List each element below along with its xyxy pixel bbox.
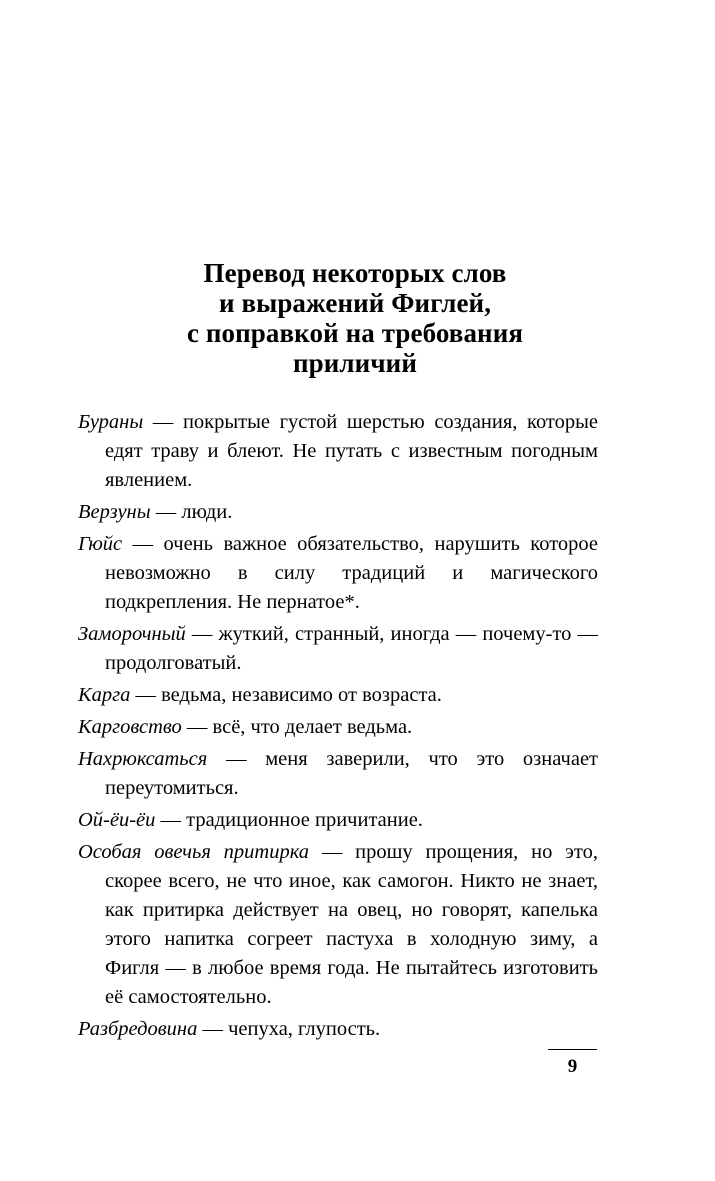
page-number: 9 bbox=[567, 1056, 578, 1077]
glossary-list bbox=[78, 408, 598, 1047]
glossary-definition: — прошу прощения, но это, скорее всего, не что иное, как самогон. Никто не знает, как притирка действует на овец, но говорят, капелька этого напитка согреет пастуха в холодную зиму, а Фигля — в любое время года. Не пытайтесь изготовить её самостоятельно. bbox=[105, 841, 598, 1008]
glossary-term: Особая овечья притирка bbox=[78, 841, 310, 863]
title-line: Перевод некоторых слов bbox=[203, 258, 507, 288]
glossary-term: Карга bbox=[78, 684, 131, 706]
glossary-term: Ой-ёи-ёи bbox=[78, 809, 156, 831]
glossary-term: Верзуны bbox=[78, 501, 151, 523]
glossary-entry bbox=[78, 713, 598, 742]
glossary-definition: — очень важное обязательство, нарушить которое невозможно в силу традиций и магического подкрепления. Не пернатое*. bbox=[105, 533, 598, 613]
glossary-term: Карговство bbox=[78, 716, 182, 738]
glossary-definition: — ведьма, независимо от возраста. bbox=[130, 684, 442, 706]
glossary-entry bbox=[78, 745, 598, 803]
title-line: и выражений Фиглей, bbox=[218, 288, 492, 318]
glossary-term: Разбредовина bbox=[78, 1018, 198, 1040]
page-number-rule bbox=[548, 1049, 597, 1050]
glossary-entry bbox=[78, 1015, 598, 1044]
glossary-entry bbox=[78, 806, 598, 835]
title-line: с поправкой на требования bbox=[186, 318, 524, 348]
glossary-entry bbox=[78, 498, 598, 527]
glossary-term: Заморочный bbox=[78, 623, 186, 645]
title-line: приличий bbox=[293, 348, 417, 378]
glossary-definition: — люди. bbox=[150, 501, 233, 523]
glossary-entry bbox=[78, 681, 598, 710]
glossary-entry bbox=[78, 408, 598, 495]
glossary-definition: — покрытые густой шерстью создания, которые едят траву и блеют. Не путать с известным погодным явлением. bbox=[105, 411, 598, 491]
glossary-definition: — меня заверили, что это означает переутомиться. bbox=[105, 748, 598, 799]
glossary-definition: — традиционное причитание. bbox=[155, 809, 423, 831]
glossary-term: Гюйс bbox=[78, 533, 123, 555]
glossary-term: Нахрюксаться bbox=[78, 748, 208, 770]
glossary-entry bbox=[78, 530, 598, 617]
glossary-definition: — всё, что делает ведьма. bbox=[181, 716, 413, 738]
glossary-entry bbox=[78, 620, 598, 678]
glossary-entry bbox=[78, 838, 598, 1012]
glossary-title bbox=[120, 258, 590, 378]
glossary-definition: — жуткий, странный, иногда — почему-то — продолговатый. bbox=[105, 623, 598, 674]
glossary-term: Бураны bbox=[78, 411, 144, 433]
glossary-definition: — чепуха, глупость. bbox=[197, 1018, 381, 1040]
